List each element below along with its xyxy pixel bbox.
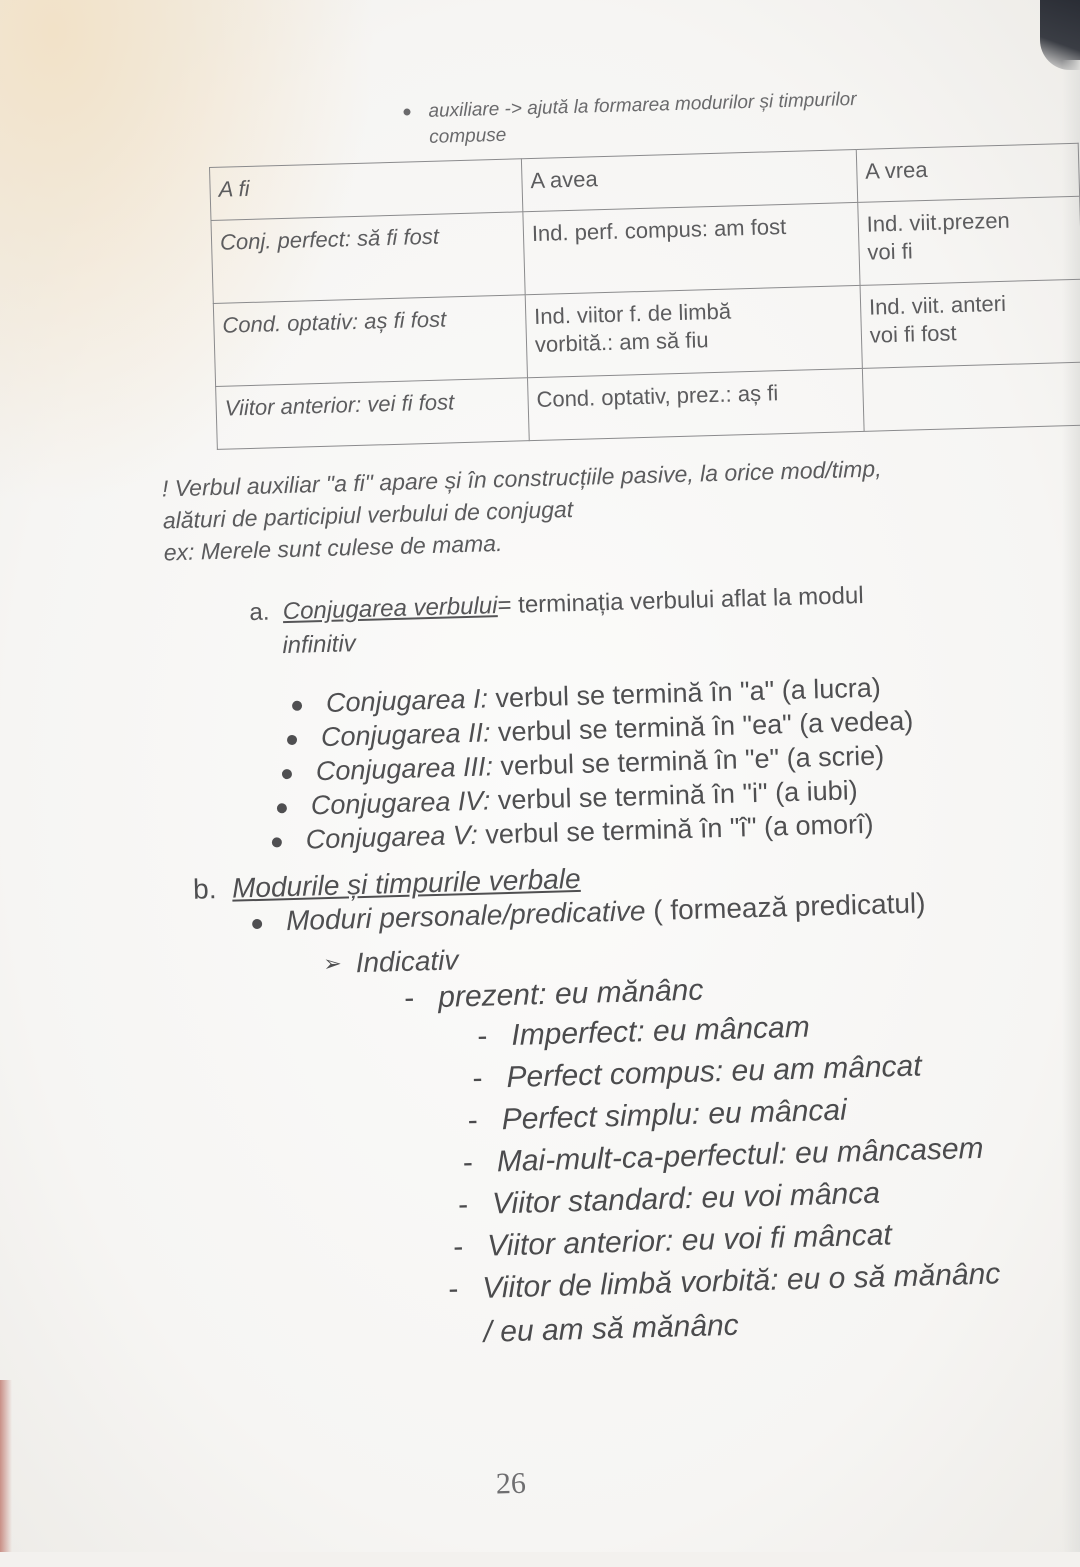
bullet-icon — [403, 109, 410, 116]
section-b-marker: b. — [192, 873, 217, 905]
list-item: Conjugarea V: verbul se termină în "î" (a omorî) — [269, 806, 916, 858]
list-item: Conjugarea I: verbul se termină în "a" (a lucra) — [290, 670, 913, 721]
moduri-label: Moduri personale/predicative — [285, 895, 646, 937]
moduri-note: ( formează predicatul) — [645, 887, 926, 927]
cell-line: vorbită.: am să fiu — [534, 327, 709, 357]
section-b-title: Modurile și timpurile verbale — [231, 862, 581, 904]
section-a-title: Conjugarea verbului — [282, 592, 498, 626]
conjugation-list — [290, 670, 917, 857]
page-number: 26 — [495, 1466, 527, 1501]
table-cell: Cond. optativ: aș fi fost — [213, 295, 527, 387]
cell-line: Ind. viit.prezen — [866, 207, 1011, 237]
tense-item: - Imperfect: eu mâncam — [476, 1010, 811, 1053]
tense-item: - Perfect simplu: eu mâncai — [467, 1093, 848, 1138]
header-a-vrea: A vrea — [856, 143, 1080, 202]
table-cell-empty — [862, 362, 1080, 431]
cell-line: voi fi — [867, 238, 914, 265]
finger-edge — [0, 1380, 12, 1552]
section-a — [249, 579, 865, 664]
table-cell — [858, 196, 1080, 285]
tense-item: - Viitor standard: eu voi mânca — [457, 1176, 881, 1222]
note-line1: ! Verbul auxiliar "a fi" apare și în construcțiile pasive, la orice mod/timp, — [161, 455, 882, 502]
table-cell — [860, 279, 1080, 368]
indicativ-label: Indicativ — [355, 944, 459, 979]
table-cell: Cond. optativ, prez.: aș fi — [527, 368, 864, 440]
tense-item: - prezent: eu mănânc — [403, 973, 704, 1015]
table-cell: Ind. perf. compus: am fost — [523, 202, 860, 294]
auxiliary-verbs-table — [209, 143, 1080, 450]
table-cell — [525, 285, 862, 377]
cell-line: Ind. viitor f. de limbă — [533, 298, 732, 330]
table-cell: Viitor anterior: vei fi fost — [216, 378, 530, 450]
tense-item: - Viitor de limbă vorbită: eu o să mănânc — [447, 1257, 1001, 1306]
tense-item-continuation: / eu am să mănânc — [483, 1308, 740, 1349]
bullet-icon — [252, 918, 262, 928]
header-a-avea: A avea — [521, 149, 857, 211]
tense-item: - Mai-mult-ca-perfectul: eu mâncasem — [462, 1131, 984, 1180]
list-item: Conjugarea III: verbul se termină în "e" (a scrie) — [279, 738, 914, 790]
arrow-bullet-icon: ➢ — [322, 950, 343, 977]
tense-item: - Viitor anterior: eu voi fi mâncat — [452, 1218, 893, 1264]
auxiliary-note-line1: auxiliare -> ajută la formarea modurilor și timpurilor — [428, 88, 857, 122]
section-a-marker: a. — [249, 598, 270, 627]
note-example: ex: Merele sunt culese de mama. — [163, 529, 503, 566]
note-line2: alături de participiul verbului de conjugat — [162, 496, 574, 534]
cell-line: voi fi fost — [869, 320, 957, 348]
list-item: Conjugarea IV: verbul se termină în "i" (a iubi) — [274, 772, 915, 824]
table-cell: Conj. perfect: să fi fost — [211, 212, 525, 304]
list-item: Conjugarea II: verbul se termină în "ea" (a vedea) — [284, 704, 913, 756]
auxiliary-note — [403, 87, 857, 152]
header-a-fi: A fi — [210, 159, 523, 221]
cell-line: Ind. viit. anteri — [868, 290, 1007, 320]
auxiliary-note-line2: compuse — [428, 124, 507, 148]
tense-item: - Perfect compus: eu am mâncat — [472, 1049, 923, 1096]
section-a-definition-cont: infinitiv — [282, 630, 357, 660]
example-emphasis: sunt — [277, 535, 322, 563]
passive-voice-note — [161, 452, 883, 568]
section-a-definition: = terminația verbului aflat la modul — [497, 581, 864, 620]
indicativ-heading — [323, 942, 459, 982]
